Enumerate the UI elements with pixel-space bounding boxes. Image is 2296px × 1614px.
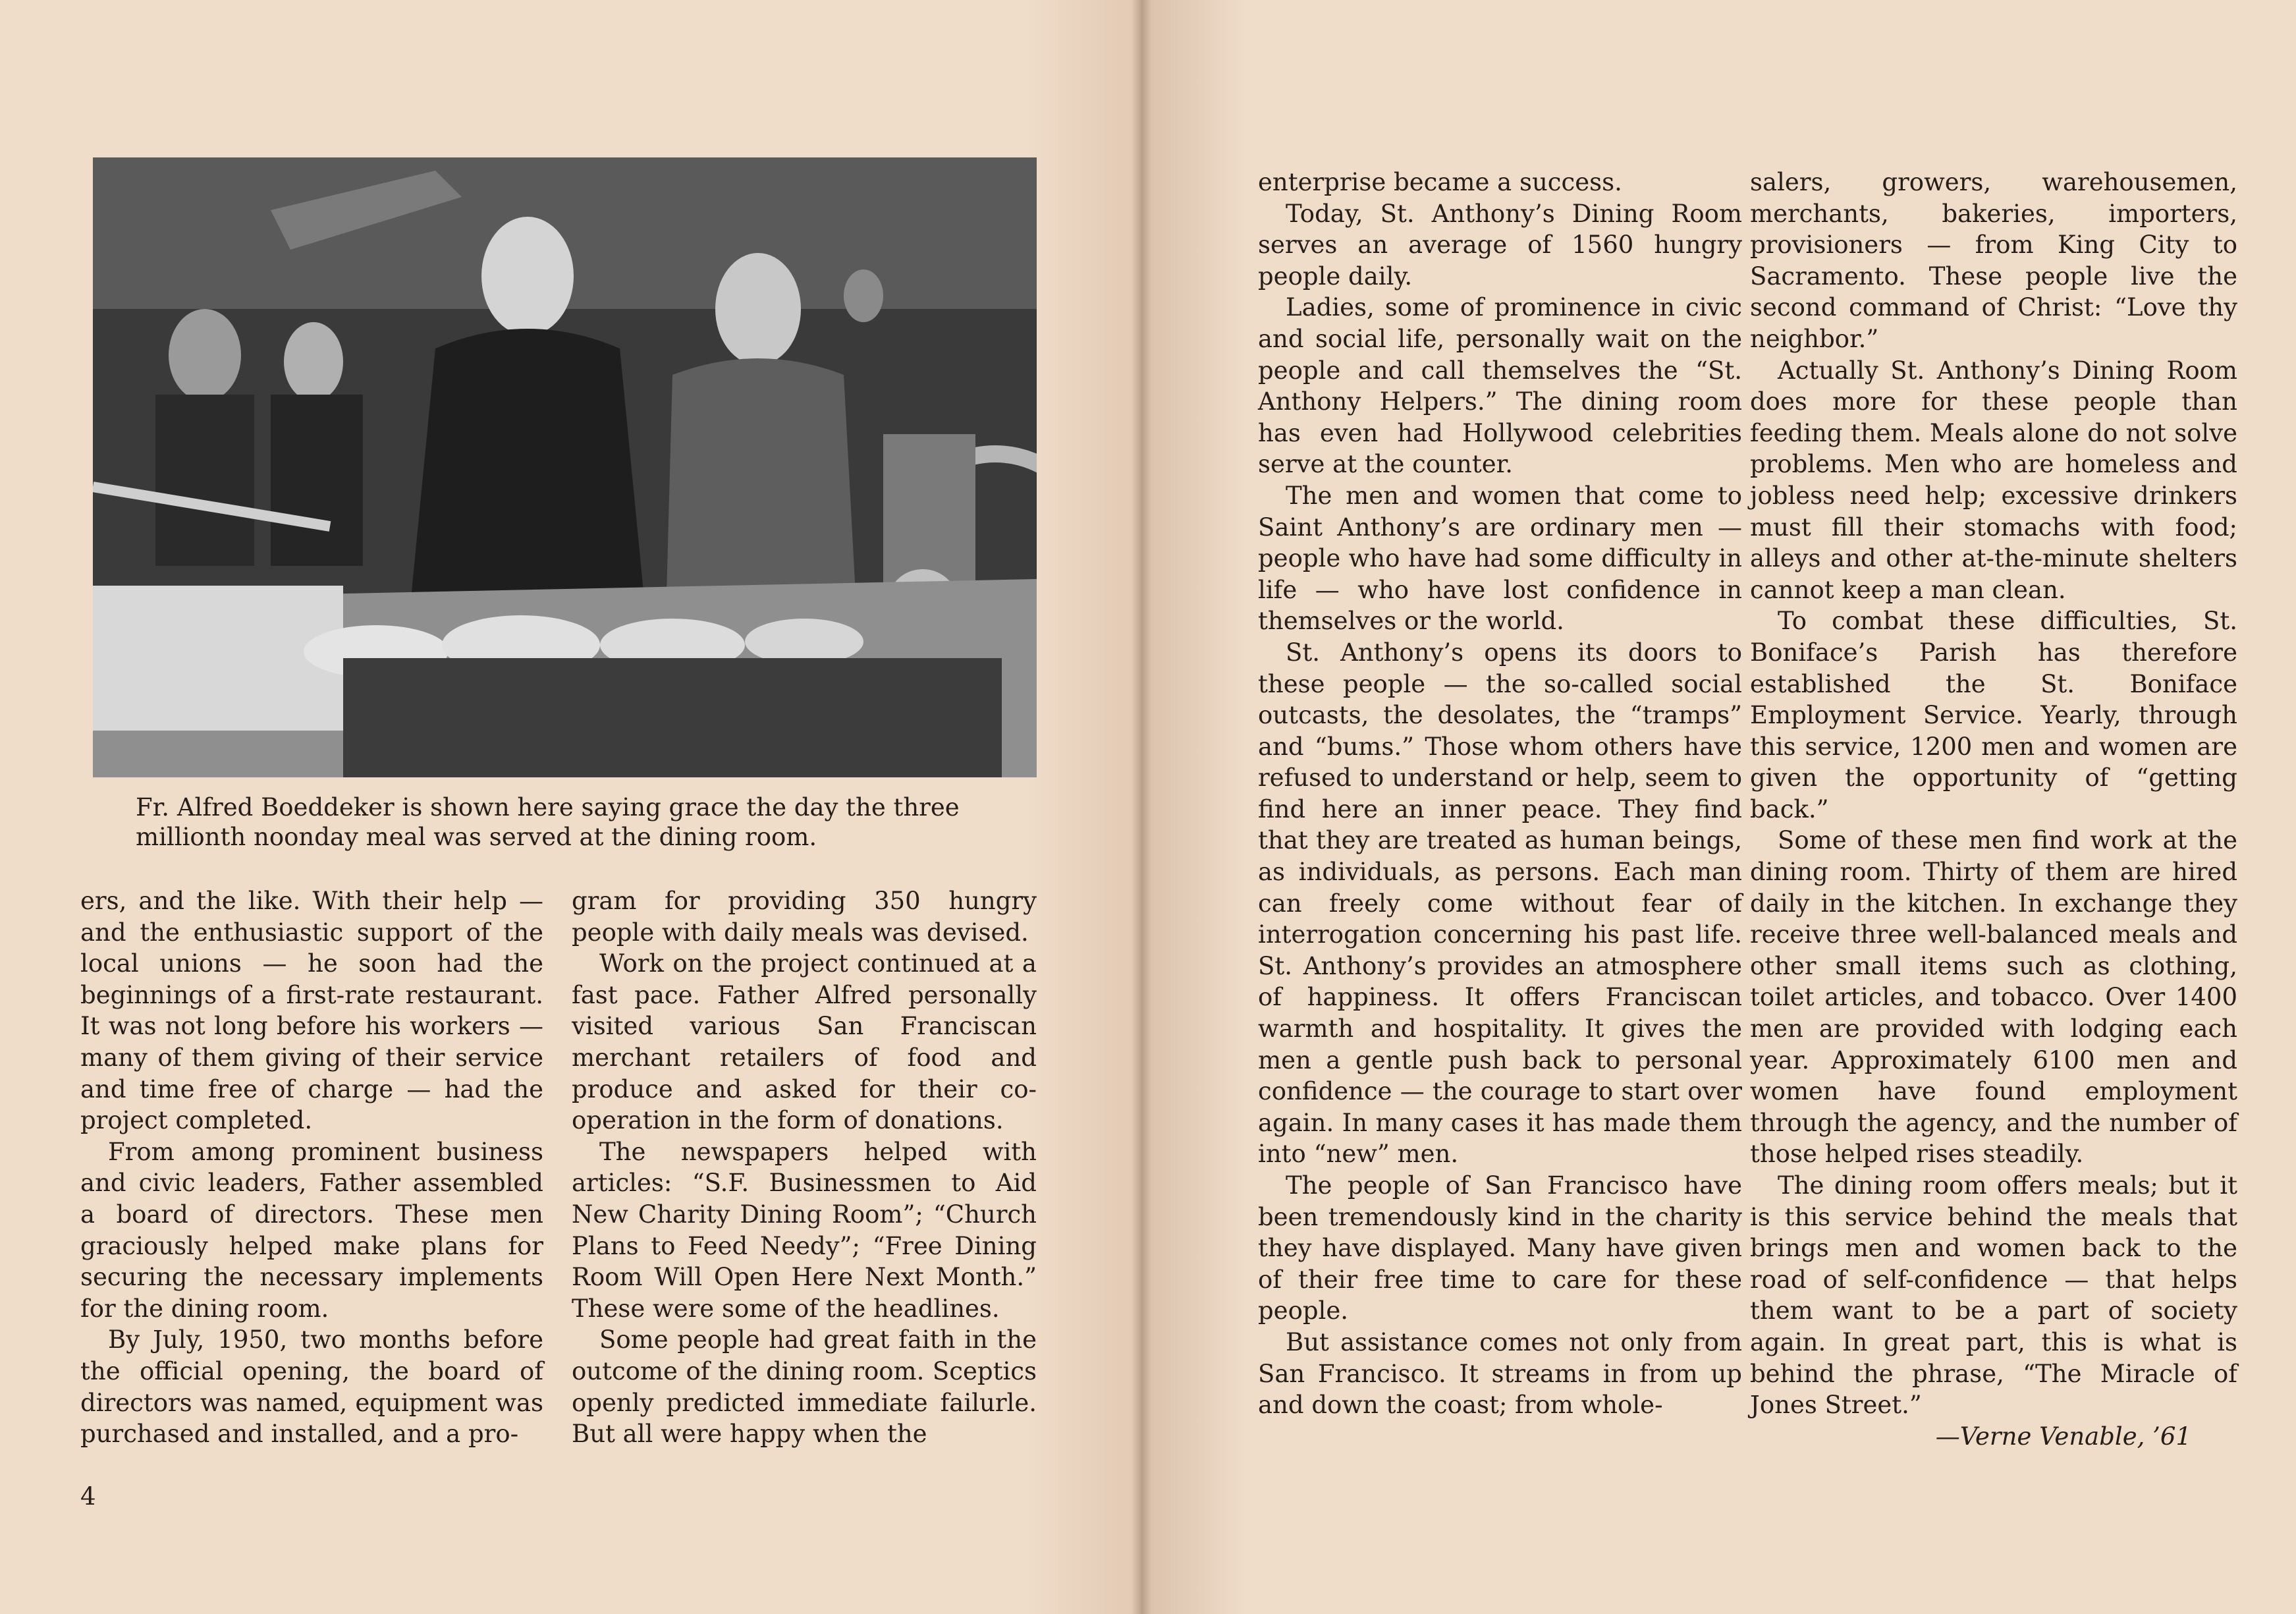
photo-caption: Fr. Alfred Boeddeker is shown here saying grace the day the three millionth noonday meal was served at the dining room.	[136, 793, 960, 851]
paragraph: From among prominent business and civic leaders, Father assembled a board of directors. These men graciously helped make plans for securing the necessary implements for the dining room.	[80, 1137, 543, 1323]
paragraph: The men and women that come to Saint Anthony’s are ordinary men — people who have had some difficulty in life — who have lost confidence in themselves or the world.	[1258, 481, 1742, 636]
author-signature: —Verne Venable, ’61	[1935, 1422, 2191, 1451]
left-column-1	[80, 885, 543, 1450]
dining-room-photo	[93, 157, 1037, 777]
paragraph: St. Anthony’s opens its doors to these people — the so-called social outcasts, the desolates, the “tramps” and “bums.” Those whom others have refused to understand or help, seem to find here an inner peace. They find that they are treated as human beings, as individuals, as persons. Each man can freely come without fear of interrogation concerning his past life. St. Anthony’s provides an atmosphere of happiness. It offers Franciscan warmth and hospitality. It gives the men a gentle push back to personal confidence — the courage to start over again. In many cases it has made them into “new” men.	[1258, 638, 1742, 1169]
paragraph: To combat these difficulties, St. Boniface’s Parish has therefore established the St. Boniface Employment Service. Yearly, through this service, 1200 men and women are given the opportunity of “getting back.”	[1750, 607, 2237, 823]
right-column-1	[1258, 167, 1742, 1421]
right-page	[1141, 0, 2296, 1614]
book-gutter	[1132, 0, 1151, 1614]
paragraph: gram for providing 350 hungry people with daily meals was devised.	[572, 887, 1037, 947]
paragraph: The people of San Francisco have been tremendously kind in the charity they have displayed. Many have given of their free time to care for these people.	[1258, 1171, 1742, 1325]
page-number: 4	[80, 1482, 96, 1511]
paragraph: By July, 1950, two months before the official opening, the board of directors was named, equipment was purchased and installed, and a pro-	[80, 1325, 543, 1449]
paragraph: enterprise became a success.	[1258, 168, 1622, 196]
right-column-2	[1750, 167, 2237, 1452]
paragraph: The newspapers helped with articles: “S.F. Businessmen to Aid New Charity Dining Room”; “Church Plans to Feed Needy”; “Free Dining Room Will Open Here Next Month.” These were some of the headlines.	[572, 1137, 1037, 1323]
paragraph: ers, and the like. With their help — and the enthusiastic support of the local unions — he soon had the beginnings of a first-rate restaurant. It was not long before his workers — many of them giving of their service and time free of charge — had the project completed.	[80, 887, 543, 1135]
left-column-2	[572, 885, 1037, 1450]
paragraph: The dining room offers meals; but it is this service behind the meals that brings men and women back to the road of self-confidence — that helps them want to be a part of society again. In great part, this is what is behind the phrase, “The Miracle of Jones Street.”	[1750, 1171, 2237, 1420]
paragraph: Work on the project continued at a fast pace. Father Alfred personally visited various San Franciscan merchant retailers of food and produce and asked for their co-operation in the form of donations.	[572, 949, 1037, 1135]
paragraph: But assistance comes not only from San Francisco. It streams in from up and down the coast; from whole-	[1258, 1327, 1742, 1420]
paragraph: Today, St. Anthony’s Dining Room serves an average of 1560 hungry people daily.	[1258, 199, 1742, 291]
paragraph: Some people had great faith in the outcome of the dining room. Sceptics openly predicted immediate failurle. But all were happy when the	[572, 1325, 1037, 1449]
paragraph: salers, growers, warehousemen, merchants, bakeries, importers, provisioners — from King City to Sacramento. These people live the second command of Christ: “Love thy neighbor.”	[1750, 168, 2237, 353]
paragraph: Some of these men find work at the dining room. Thirty of them are hired daily in the kitchen. In exchange they receive three well-balanced meals and other small items such as clothing, toilet articles, and tobacco. Over 1400 men are provided with lodging each year. Approximately 6100 men and women have found employment through the agency, and the number of those helped rises steadily.	[1750, 826, 2237, 1169]
photo-illustration	[93, 157, 1037, 777]
paragraph: Ladies, some of prominence in civic and social life, personally wait on the people and call themselves the “St. Anthony Helpers.” The dining room has even had Hollywood celebrities serve at the counter.	[1258, 293, 1742, 479]
paragraph: Actually St. Anthony’s Dining Room does more for these people than feeding them. Meals alone do not solve problems. Men who are homeless and jobless need help; excessive drinkers must fill their stomachs with food; alleys and other at-the-minute shelters cannot keep a man clean.	[1750, 356, 2237, 604]
left-page	[0, 0, 1141, 1614]
